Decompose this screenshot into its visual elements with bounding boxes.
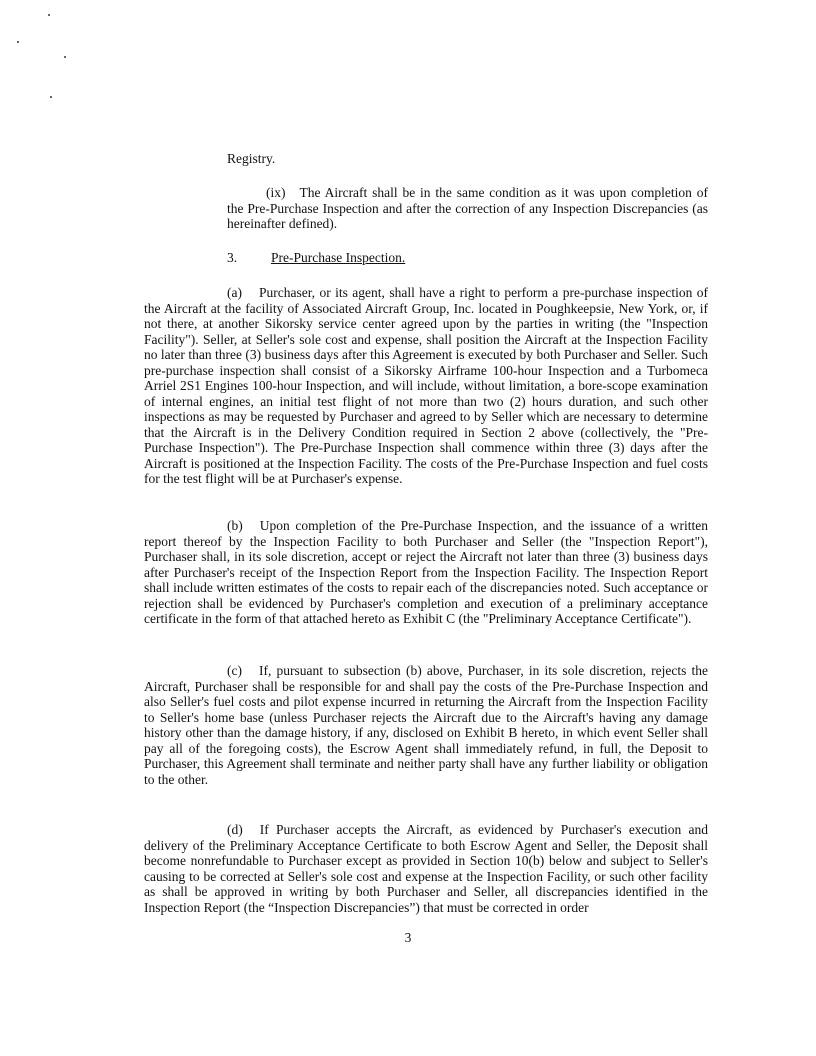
- scan-speck: [50, 96, 52, 98]
- paragraph-a-label: (a): [227, 285, 242, 300]
- clause-ix-label: (ix): [266, 185, 286, 200]
- paragraph-c-label: (c): [227, 663, 242, 678]
- section-3-number: 3.: [227, 250, 238, 265]
- paragraph-b-label: (b): [227, 518, 243, 533]
- page-number: 3: [404, 930, 412, 945]
- paragraph-c: [144, 663, 708, 787]
- paragraph-b: [144, 518, 708, 627]
- paragraph-d: [144, 822, 708, 915]
- scan-speck: [17, 41, 19, 43]
- paragraph-c-text: If, pursuant to subsection (b) above, Purchaser, in its sole discretion, rejects the Aircraft, Purchaser shall be responsible for and shall pay the costs of the Pre-Purchase Inspection and also Seller's fuel costs and pilot expense incurred in returning the Aircraft from the Inspection Facility to Seller's home base (unless Purchaser rejects the Aircraft due to the Aircraft's having any damage history other than the damage history, if any, disclosed on Exhibit B hereto, in which event Seller shall pay all of the foregoing costs), the Escrow Agent shall immediately refund, in full, the Deposit to Purchaser, this Agreement shall terminate and neither party shall have any further liability or obligation to the other.: [144, 663, 708, 787]
- scan-speck: [48, 14, 50, 16]
- paragraph-d-text: If Purchaser accepts the Aircraft, as evidenced by Purchaser's execution and delivery of the Preliminary Acceptance Certificate to both Escrow Agent and Seller, the Deposit shall become nonrefundable to Purchaser except as provided in Section 10(b) below and subject to Seller's causing to be corrected at Seller's sole cost and expense at the Inspection Facility, or such other facility as shall be approved in writing by both Purchaser and Seller, all discrepancies identified in the Inspection Report (the “Inspection Discrepancies”) that must be corrected in order: [144, 822, 708, 915]
- section-3-title: Pre-Purchase Inspection.: [271, 250, 406, 265]
- paragraph-d-label: (d): [227, 822, 243, 837]
- scan-speck: [64, 56, 66, 58]
- clause-ix: [227, 185, 708, 232]
- paragraph-a-text: Purchaser, or its agent, shall have a right to perform a pre-purchase inspection of the Aircraft at the facility of Associated Aircraft Group, Inc. located in Poughkeepsie, New York, or, if not there, at another Sikorsky service center agreed upon by the parties in writing (the "Inspection Facility"). Seller, at Seller's sole cost and expense, shall position the Aircraft at the Inspection Facility no later than three (3) business days after this Agreement is executed by both Purchaser and Seller. Such pre-purchase inspection shall consist of a Sikorsky Airframe 100-hour Inspection and a Turbomeca Arriel 2S1 Engines 100-hour Inspection, and will include, without limitation, a bore-scope examination of internal engines, an initial test flight of not more than two (2) hours duration, and such other inspections as may be requested by Purchaser and agreed to by Seller which are necessary to determine that the Aircraft is in the Delivery Condition required in Section 2 above (collectively, the "Pre-Purchase Inspection"). The Pre-Purchase Inspection shall commence within three (3) days after the Aircraft is positioned at the Inspection Facility. The costs of the Pre-Purchase Inspection and fuel costs for the test flight will be at Purchaser's expense.: [144, 285, 708, 486]
- paragraph-a: [144, 285, 708, 487]
- continuation-text: Registry.: [227, 151, 276, 166]
- section-3-heading: [227, 250, 405, 266]
- clause-ix-text: The Aircraft shall be in the same condition as it was upon completion of the Pre-Purchase Inspection and after the correction of any Inspection Discrepancies (as hereinafter defined).: [227, 185, 708, 231]
- paragraph-b-text: Upon completion of the Pre-Purchase Inspection, and the issuance of a written report thereof by the Inspection Facility to both Purchaser and Seller (the "Inspection Report"), Purchaser shall, in its sole discretion, accept or reject the Aircraft not later than three (3) business days after Purchaser's receipt of the Inspection Report from the Inspection Facility. The Inspection Report shall include written estimates of the costs to repair each of the discrepancies noted. Such acceptance or rejection shall be evidenced by Purchaser's completion and execution of a preliminary acceptance certificate in the form of that attached hereto as Exhibit C (the "Preliminary Acceptance Certificate").: [144, 518, 708, 626]
